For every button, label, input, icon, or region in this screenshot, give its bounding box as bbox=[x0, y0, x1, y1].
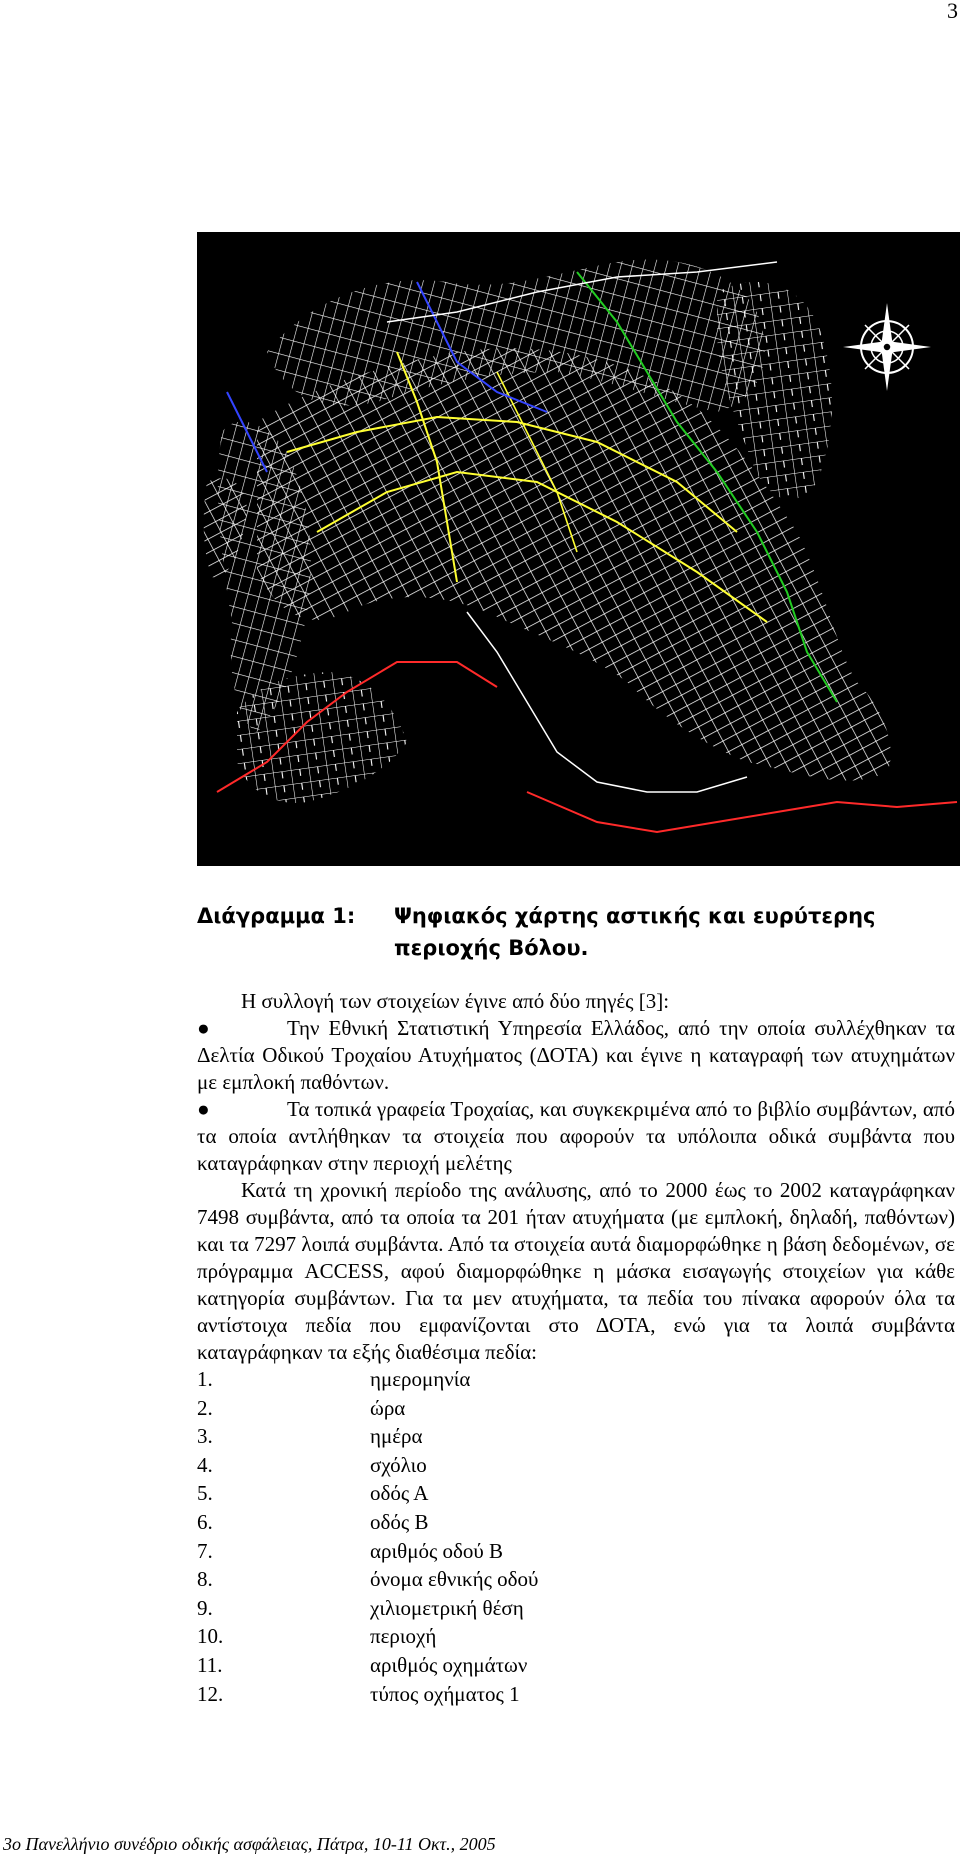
list-number: 7. bbox=[197, 1538, 213, 1563]
list-item bbox=[197, 1509, 955, 1538]
list-number: 10. bbox=[197, 1624, 224, 1649]
page-footer: 3ο Πανελλήνιο συνέδριο οδικής ασφάλειας, Πάτρα, 10-11 Οκτ., 2005 bbox=[3, 1834, 496, 1854]
list-field-name: ημέρα bbox=[370, 1424, 423, 1449]
list-item bbox=[197, 1480, 955, 1509]
list-number: 5. bbox=[197, 1481, 213, 1506]
list-field-name: περιοχή bbox=[370, 1624, 437, 1649]
bullet-item bbox=[197, 1096, 955, 1177]
figure-caption bbox=[197, 900, 955, 964]
list-field-name: τύπος οχήματος 1 bbox=[370, 1681, 520, 1706]
list-field-name: ώρα bbox=[370, 1395, 406, 1420]
highway-red-coast bbox=[527, 792, 957, 832]
list-item bbox=[197, 1538, 955, 1567]
list-item bbox=[197, 1681, 955, 1710]
body-text bbox=[197, 988, 955, 1709]
list-number: 2. bbox=[197, 1395, 213, 1420]
list-item bbox=[197, 1652, 955, 1681]
list-field-name: ημερομηνία bbox=[370, 1367, 471, 1391]
bullet-item bbox=[197, 1015, 955, 1096]
bullet-text: Την Εθνική Στατιστική Υπηρεσία Ελλάδος, από την οποία συλλέχθηκαν τα Δελτία Οδικού Τροχαίου Ατυχήματος (ΔΟΤΑ) και έγινε η καταγραφή των ατυχημάτων με εμπλοκή παθόντων. bbox=[197, 1016, 955, 1094]
urban-area-southwest bbox=[237, 672, 407, 803]
list-item bbox=[197, 1452, 955, 1481]
list-field-name: χιλιομετρική θέση bbox=[370, 1595, 524, 1620]
list-number: 1. bbox=[197, 1367, 213, 1391]
list-number: 8. bbox=[197, 1567, 213, 1592]
list-item bbox=[197, 1623, 955, 1652]
bullet-icon: ● bbox=[197, 1016, 210, 1040]
caption-label: Διάγραμμα 1: bbox=[197, 904, 356, 928]
list-item bbox=[197, 1566, 955, 1595]
list-field-name: αριθμός οδού Β bbox=[370, 1538, 504, 1563]
main-paragraph: Κατά τη χρονική περίοδο της ανάλυσης, από το 2000 έως το 2002 καταγράφηκαν 7498 συμβάντα, από τα οποία τα 201 ήταν ατυχήματα (με εμπλοκή, δηλαδή, παθόντων) και τα 7297 λοιπά συμβάντα. Από τα στοιχεία αυτά διαμορφώθηκε η βάση δεδομένων, σε πρόγραμμα ACCESS, αφού διαμορφώθηκε η μάσκα εισαγωγής στοιχείων για κάθε κατηγορία συμβάντων. Για τα μεν ατυχήματα, τα πεδία του πίνακα αφορούν όλα τα αντίστοιχα πεδία που εμφανίζονται στο ΔΟΤΑ, ενώ για τα λοιπά συμβάντα καταγράφηκαν τα εξής διαθέσιμα πεδία: bbox=[197, 1178, 955, 1364]
city-map-figure bbox=[197, 232, 960, 866]
list-item bbox=[197, 1595, 955, 1624]
bullet-text: Τα τοπικά γραφεία Τροχαίας, και συγκεκριμένα από το βιβλίο συμβάντων, από τα οποία αντλήθηκαν τα στοιχεία που αφορούν τα υπόλοιπα οδικά συμβάντα που καταγράφηκαν στην περιοχή μελέτης bbox=[197, 1097, 955, 1175]
compass-rose-icon bbox=[843, 303, 931, 391]
fields-list bbox=[197, 1366, 955, 1709]
list-number: 9. bbox=[197, 1595, 213, 1620]
list-number: 6. bbox=[197, 1509, 213, 1534]
list-number: 4. bbox=[197, 1452, 213, 1477]
list-field-name: αριθμός οχημάτων bbox=[370, 1652, 528, 1677]
list-number: 3. bbox=[197, 1424, 213, 1449]
list-field-name: οδός Β bbox=[370, 1509, 429, 1534]
list-number: 12. bbox=[197, 1681, 224, 1706]
list-item bbox=[197, 1366, 955, 1395]
list-field-name: όνομα εθνικής οδού bbox=[370, 1567, 539, 1592]
map-svg bbox=[197, 232, 960, 866]
list-field-name: οδός Α bbox=[370, 1481, 429, 1506]
caption-text: Ψηφιακός χάρτης αστικής και ευρύτερης περιοχής Βόλου. bbox=[394, 904, 876, 960]
list-number: 11. bbox=[197, 1652, 223, 1677]
bullet-icon: ● bbox=[197, 1097, 210, 1121]
page-number: 3 bbox=[947, 0, 958, 23]
list-item bbox=[197, 1395, 955, 1424]
list-field-name: σχόλιο bbox=[370, 1452, 427, 1477]
intro-paragraph: Η συλλογή των στοιχείων έγινε από δύο πηγές [3]: bbox=[241, 989, 670, 1013]
list-item bbox=[197, 1423, 955, 1452]
